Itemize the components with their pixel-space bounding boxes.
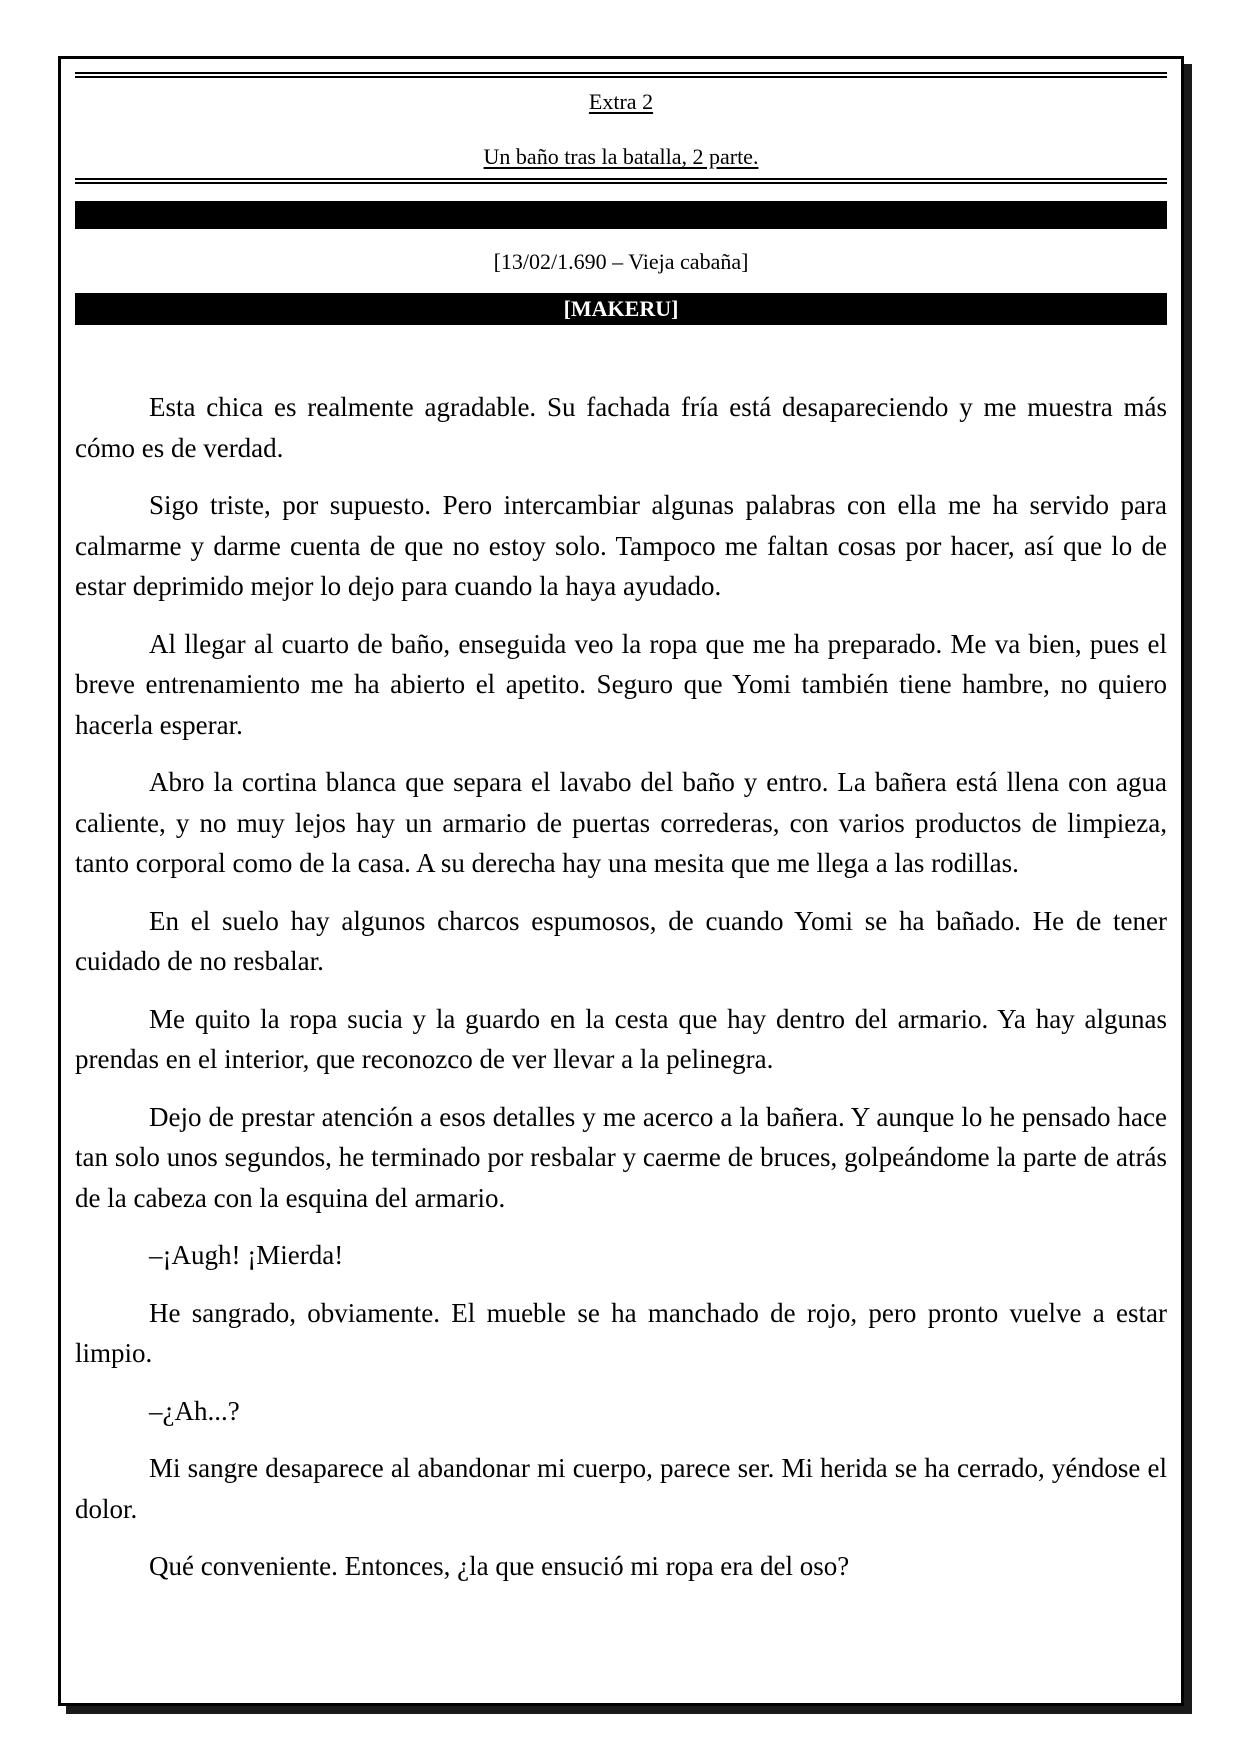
paragraph: Me quito la ropa sucia y la guardo en la cesta que hay dentro del armario. Ya hay algunas prendas en el interior, que reconozco de ver llevar a la pelinegra. [75,1003,1167,1074]
paragraph: En el suelo hay algunos charcos espumosos, de cuando Yomi se ha bañado. He de tener cuidado de no resbalar. [75,905,1167,976]
story-body [75,387,1167,1604]
scene-date-location: [13/02/1.690 – Vieja cabaña] [493,249,749,274]
dialogue-line: –¡Augh! ¡Mierda! [149,1240,344,1270]
paragraph: Mi sangre desaparece al abandonar mi cuerpo, parece ser. Mi herida se ha cerrado, yéndose el dolor. [75,1453,1167,1524]
paragraph: He sangrado, obviamente. El mueble se ha manchado de rojo, pero pronto vuelve a estar limpio. [75,1297,1167,1368]
header-top-rule [75,72,1167,78]
paragraph: Al llegar al cuarto de baño, enseguida veo la ropa que me ha preparado. Me va bien, pues el breve entrenamiento me ha abierto el apetito. Seguro que Yomi también tiene hambre, no quiero hacerla esperar. [75,628,1167,740]
chapter-subtitle: Un baño tras la batalla, 2 parte. [483,144,759,169]
paragraph: Sigo triste, por supuesto. Pero intercambiar algunas palabras con ella me ha servido para calmarme y darme cuenta de que no estoy solo. Tampoco me faltan cosas por hacer, así que lo de estar deprimido mejor lo dejo para cuando la haya ayudado. [75,490,1167,601]
paragraph: Qué conveniente. Entonces, ¿la que ensució mi ropa era del oso? [149,1551,850,1581]
paragraph: Esta chica es realmente agradable. Su fachada fría está desapareciendo y me muestra más cómo es de verdad. [75,392,1167,463]
paragraph: Dejo de prestar atención a esos detalles y me acerco a la bañera. Y aunque lo he pensado hace tan solo unos segundos, he terminado por resbalar y caerme de bruces, golpeándome la parte de atrás de la cabeza con la esquina del armario. [75,1101,1167,1213]
character-banner: [MAKERU] [75,293,1167,325]
dialogue-line: –¿Ah...? [149,1395,240,1426]
page-frame [58,56,1184,1706]
paragraph: Abro la cortina blanca que separa el lavabo del baño y entro. La bañera está llena con agua caliente, y no muy lejos hay un armario de puertas correderas, con varios productos de limpieza, tanto corporal como de la casa. A su derecha hay una mesita que me llega a las rodillas. [75,767,1167,878]
chapter-title: Extra 2 [588,89,654,114]
header-bottom-rule [75,178,1167,184]
section-divider-bar [75,201,1167,229]
